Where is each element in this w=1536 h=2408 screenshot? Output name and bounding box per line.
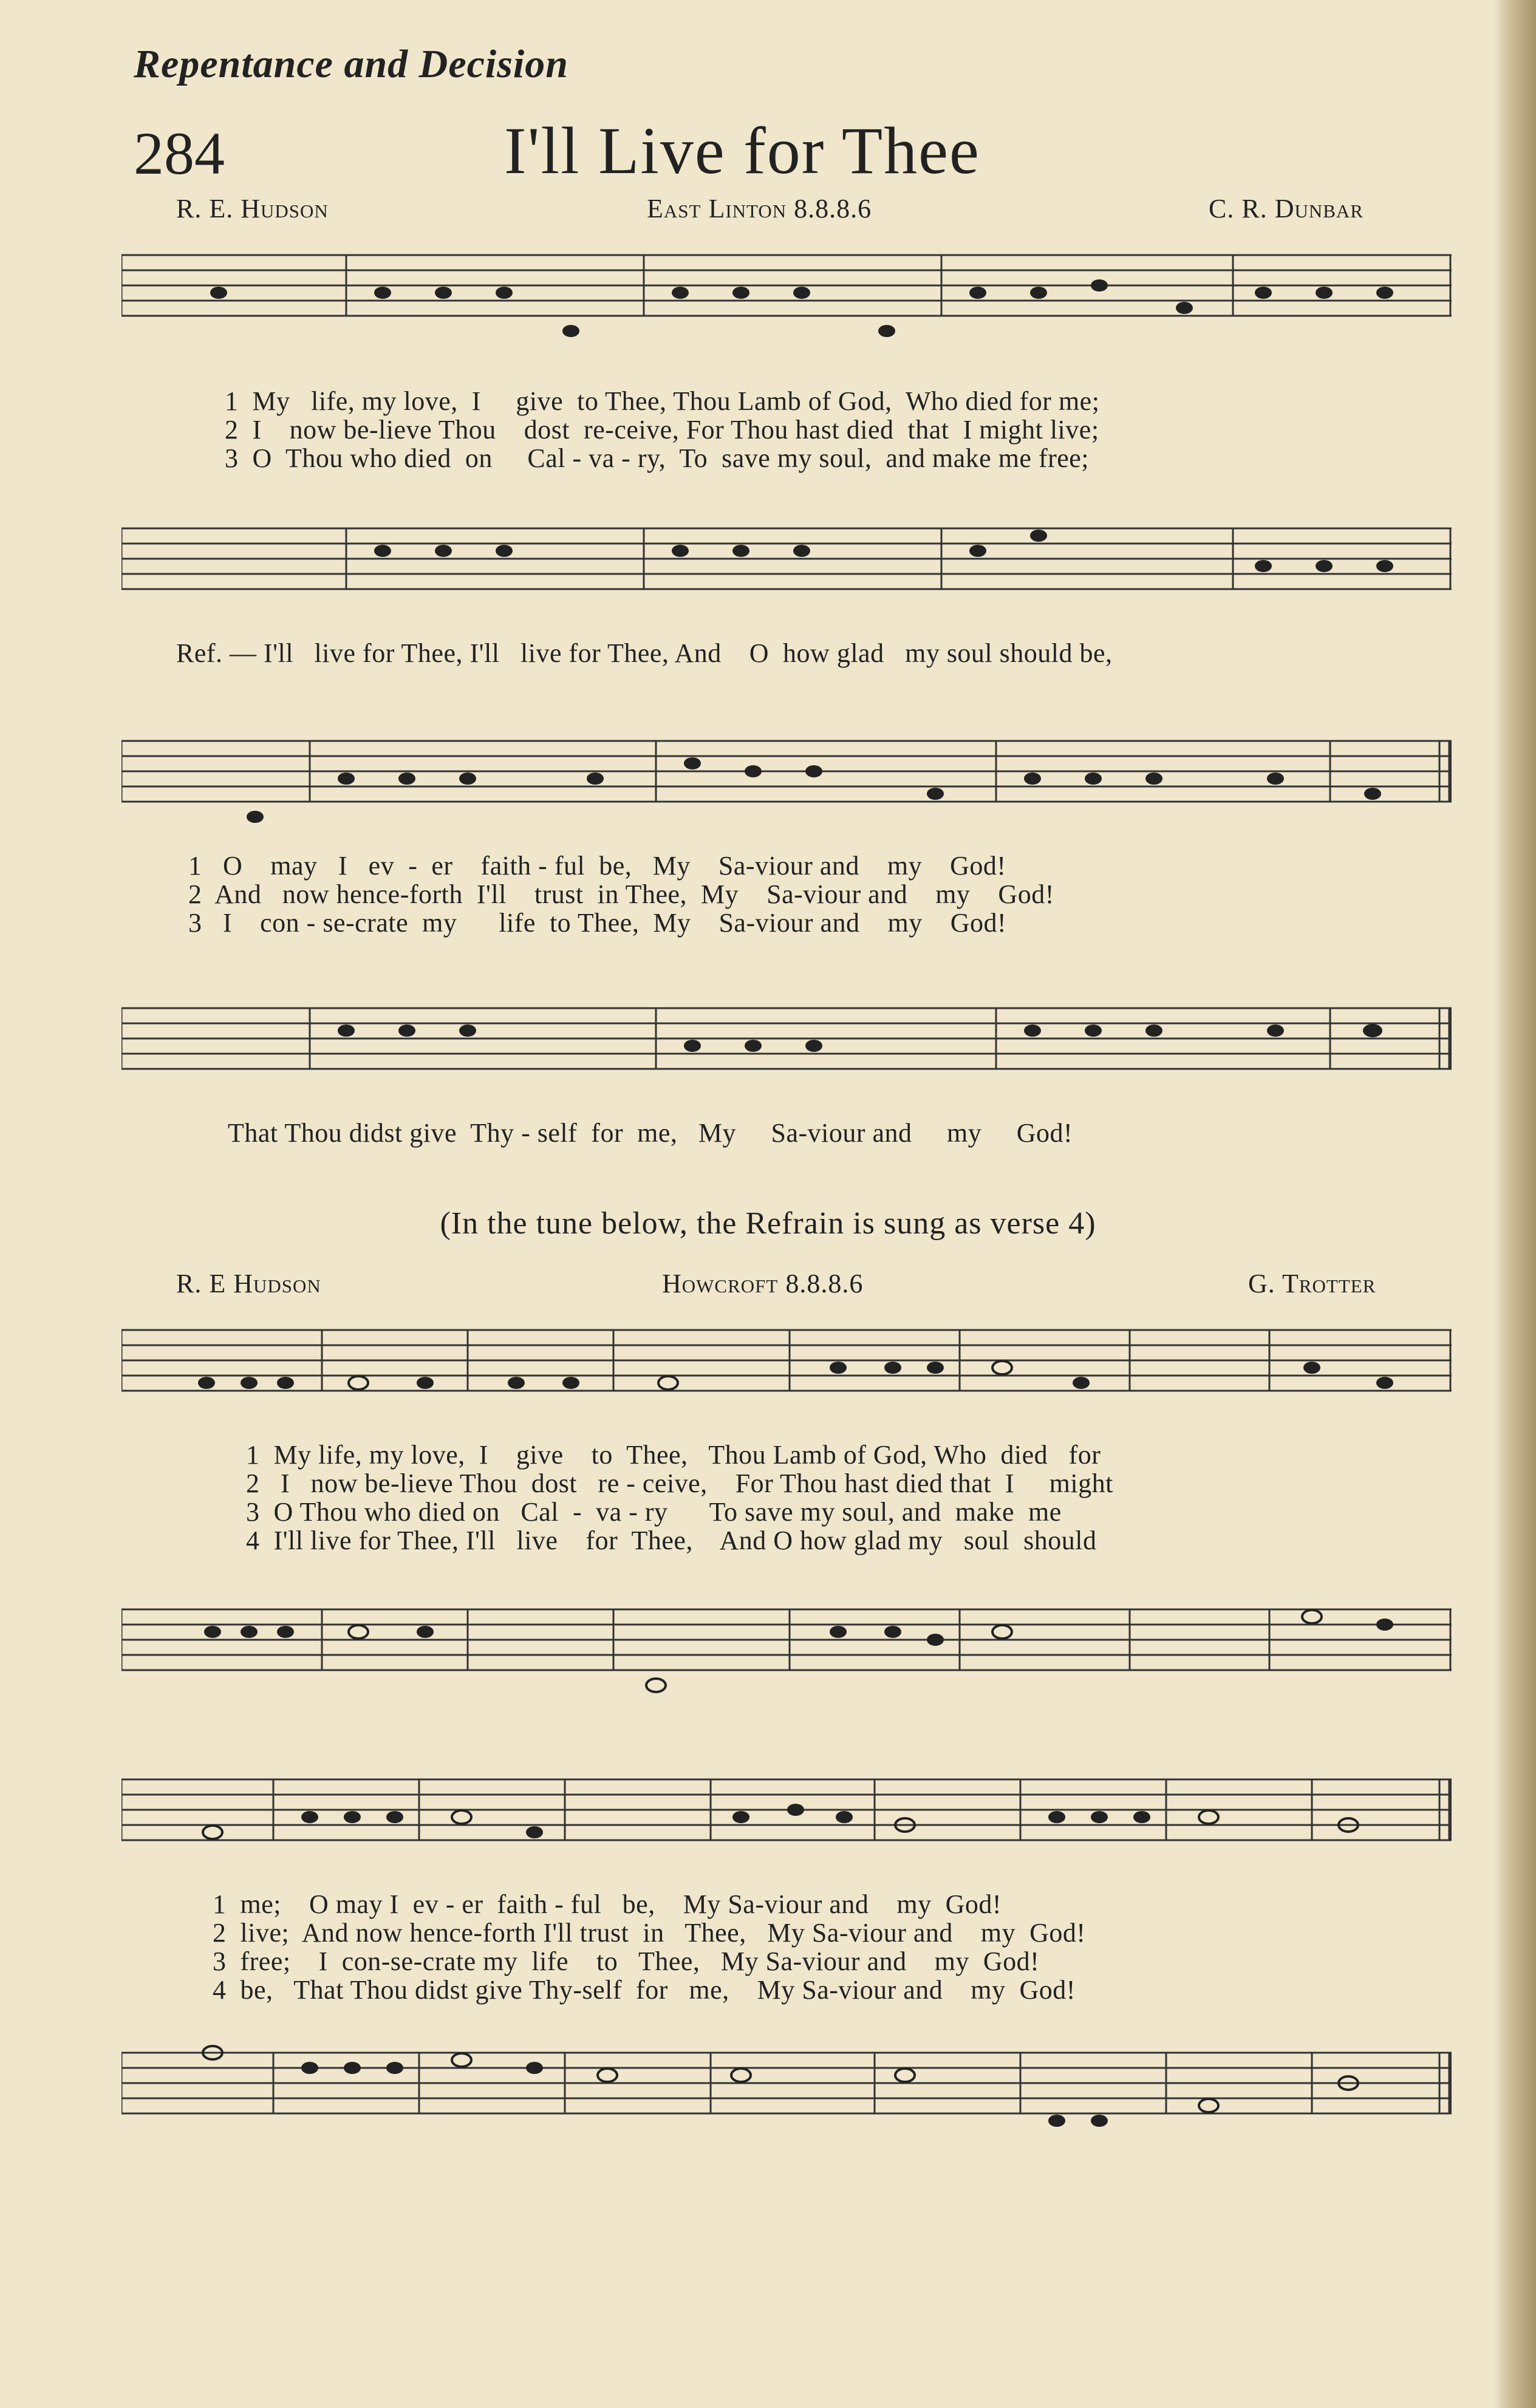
music-system-3 [121,1300,1452,1719]
composer-credit: R. E Hudson [176,1269,321,1298]
treble-staff [121,741,1452,802]
page-edge-shadow [1493,0,1536,2408]
verse-1-line: 1 My life, my love, I give to Thee, Thou Lamb of God, Who died for [246,1440,1101,1470]
tune-name: Howcroft 8.8.8.6 [662,1269,864,1298]
treble-staff [121,1779,1452,1840]
bass-staff [121,2053,1452,2113]
composer-credit: R. E. Hudson [176,194,329,223]
tune-name: East Linton 8.8.8.6 [647,194,872,223]
author-credit: C. R. Dunbar [1209,194,1364,223]
bass-staff [121,528,1452,589]
verse-1-line: 1 My life, my love, I give to Thee, Thou Lamb of God, Who died for me; [225,386,1100,416]
verse-3-line: 3 I con - se-crate my life to Thee, My Sa-viour and my God! [188,908,1007,938]
verse-2-line: 2 I now be-lieve Thou dost re-ceive, For Thou hast died that I might live; [225,415,1099,445]
refrain-line: That Thou didst give Thy - self for me, My Sa-viour and my God! [228,1118,1073,1148]
music-system-1 [121,225,1452,668]
bass-staff [121,1609,1452,1670]
verse-1-line: 1 O may I ev - er faith - ful be, My Sa-viour and my God! [188,851,1006,881]
music-system-2 [121,704,1452,1154]
verse-3-line: 3 O Thou who died on Cal - va - ry, To save my soul, and make me free; [225,443,1090,473]
verse-1-line: 1 me; O may I ev - er faith - ful be, My Sa-viour and my God! [213,1889,1002,1919]
author-credit: G. Trotter [1248,1269,1376,1298]
treble-staff [121,1330,1452,1391]
treble-staff [121,255,1452,316]
verse-2-line: 2 I now be-lieve Thou dost re - ceive, For Thou hast died that I might [246,1468,1113,1498]
verse-3-line: 3 O Thou who died on Cal - va - ry To save my soul, and make me [246,1497,1062,1527]
verse-4-line: 4 I'll live for Thee, I'll live for Thee, And O how glad my soul should [246,1526,1097,1555]
instruction-note: (In the tune below, the Refrain is sung as verse 4) [440,1206,1096,1241]
verse-3-line: 3 free; I con-se-crate my life to Thee, My Sa-viour and my God! [213,1946,1040,1976]
verse-2-line: 2 And now hence-forth I'll trust in Thee, My Sa-viour and my God! [188,879,1054,909]
section-title: Repentance and Decision [134,42,568,86]
bass-staff [121,1008,1452,1069]
verse-4-line: 4 be, That Thou didst give Thy-self for me, My Sa-viour and my God! [213,1975,1076,2005]
hymn-number: 284 [134,120,225,187]
hymn-title: I'll Live for Thee [504,114,980,188]
verse-2-line: 2 live; And now hence-forth I'll trust in Thee, My Sa-viour and my God! [213,1918,1086,1948]
music-system-4 [121,1749,1452,2198]
refrain-line: Ref. — I'll live for Thee, I'll live for Thee, And O how glad my soul should be, [176,638,1113,668]
